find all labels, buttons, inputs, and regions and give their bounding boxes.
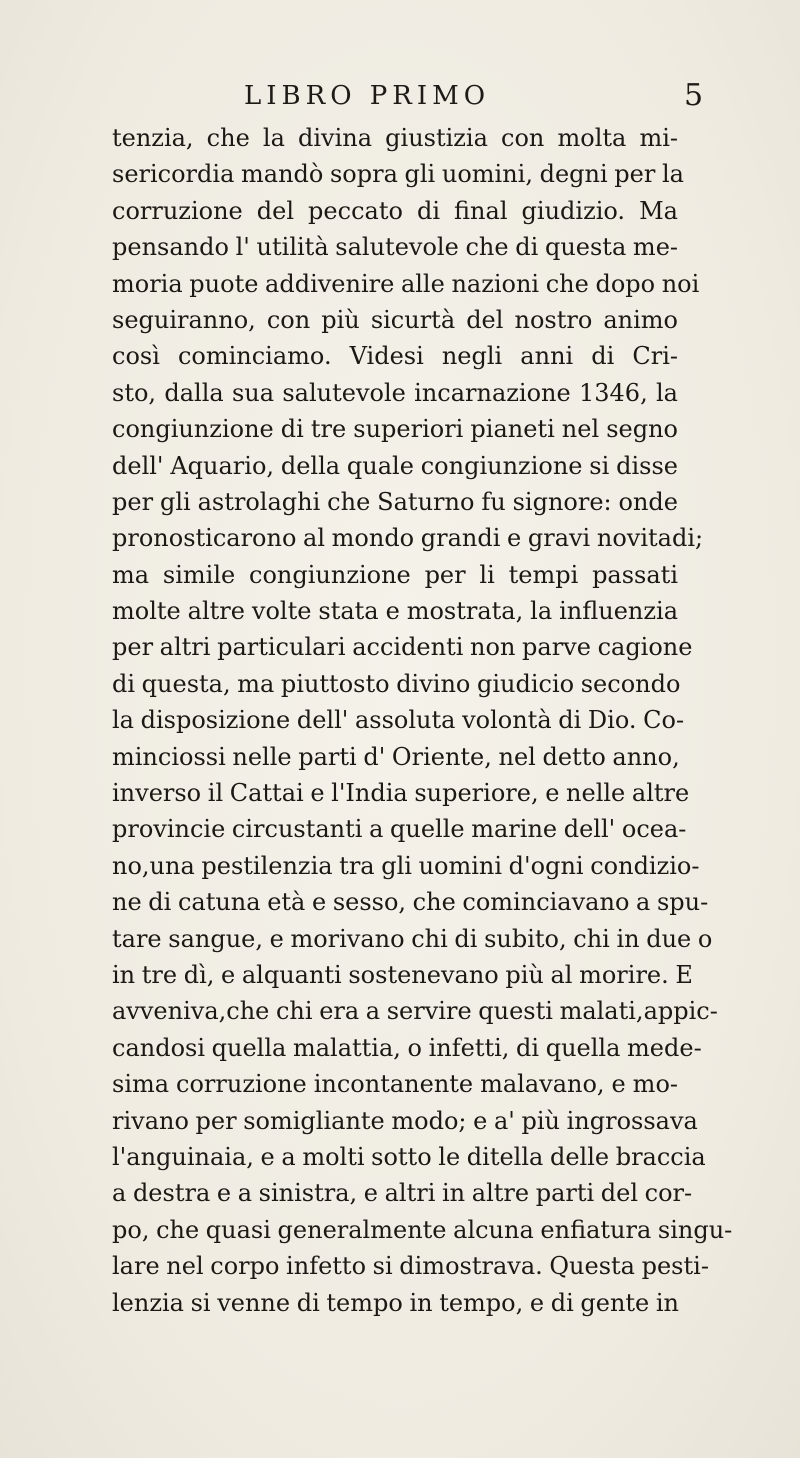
text-line: sericordia mandò sopra gli uomini, degni per la	[112, 160, 684, 189]
text-line: congiunzione di tre superiori pianeti nel segno	[112, 415, 678, 444]
text-line: molte altre volte stata e mostrata, la influenzia	[112, 597, 678, 626]
text-line: provincie circustanti a quelle marine dell' ocea-	[112, 815, 687, 844]
text-line: dell' Aquario, della quale congiunzione si disse	[112, 451, 678, 480]
text-line: po, che quasi generalmente alcuna enfiatura singu-	[112, 1215, 733, 1244]
text-line: per altri particulari accidenti non parve cagione	[112, 633, 693, 662]
text-line: pensando l' utilità salutevole che di questa me-	[112, 233, 678, 262]
text-line: ma simile congiunzione per li tempi passati	[112, 560, 678, 589]
text-line: no,una pestilenzia tra gli uomini d'ogni condizio-	[112, 851, 700, 880]
text-line: a destra e a sinistra, e altri in altre parti del cor-	[112, 1179, 693, 1208]
page-number: 5	[684, 78, 704, 113]
text-line: lare nel corpo infetto si dimostrava. Questa pesti-	[112, 1252, 709, 1281]
text-line: moria puote addivenire alle nazioni che dopo noi	[112, 269, 700, 298]
running-title: LIBRO PRIMO	[244, 81, 491, 111]
body-text	[112, 120, 733, 1321]
text-line: minciossi nelle parti d' Oriente, nel detto anno,	[112, 742, 680, 771]
text-line: tare sangue, e morivano chi di subito, chi in due o	[112, 924, 713, 953]
text-line: avveniva,che chi era a servire questi malati,appic-	[112, 997, 718, 1026]
text-line: di questa, ma piuttosto divino giudicio secondo	[112, 669, 681, 698]
text-line: seguiranno, con più sicurtà del nostro animo	[112, 305, 678, 334]
text-line: così cominciamo. Videsi negli anni di Cri-	[112, 342, 678, 371]
text-line: in tre dì, e alquanti sostenevano più al morire. E	[112, 960, 693, 989]
text-line: inverso il Cattai e l'India superiore, e nelle altre	[112, 779, 690, 808]
text-line: pronosticarono al mondo grandi e gravi novitadi;	[112, 524, 704, 553]
text-line: candosi quella malattia, o infetti, di quella mede-	[112, 1033, 702, 1062]
text-line: l'anguinaia, e a molti sotto le ditella delle braccia	[112, 1142, 706, 1171]
text-line: per gli astrolaghi che Saturno fu signore: onde	[112, 487, 678, 516]
text-line: ne di catuna età e sesso, che cominciavano a spu-	[112, 888, 709, 917]
text-line: sima corruzione incontanente malavano, e mo-	[112, 1070, 678, 1099]
running-head	[0, 76, 800, 116]
text-line: lenzia si venne di tempo in tempo, e di gente in	[112, 1288, 680, 1317]
text-line: tenzia, che la divina giustizia con molta mi-	[112, 124, 678, 152]
text-line: sto, dalla sua salutevole incarnazione 1346, la	[112, 378, 678, 407]
text-line: corruzione del peccato di final giudizio. Ma	[112, 196, 678, 225]
text-line: la disposizione dell' assoluta volontà di Dio. Co-	[112, 706, 685, 735]
text-line: rivano per somigliante modo; e a' più ingrossava	[112, 1106, 698, 1135]
